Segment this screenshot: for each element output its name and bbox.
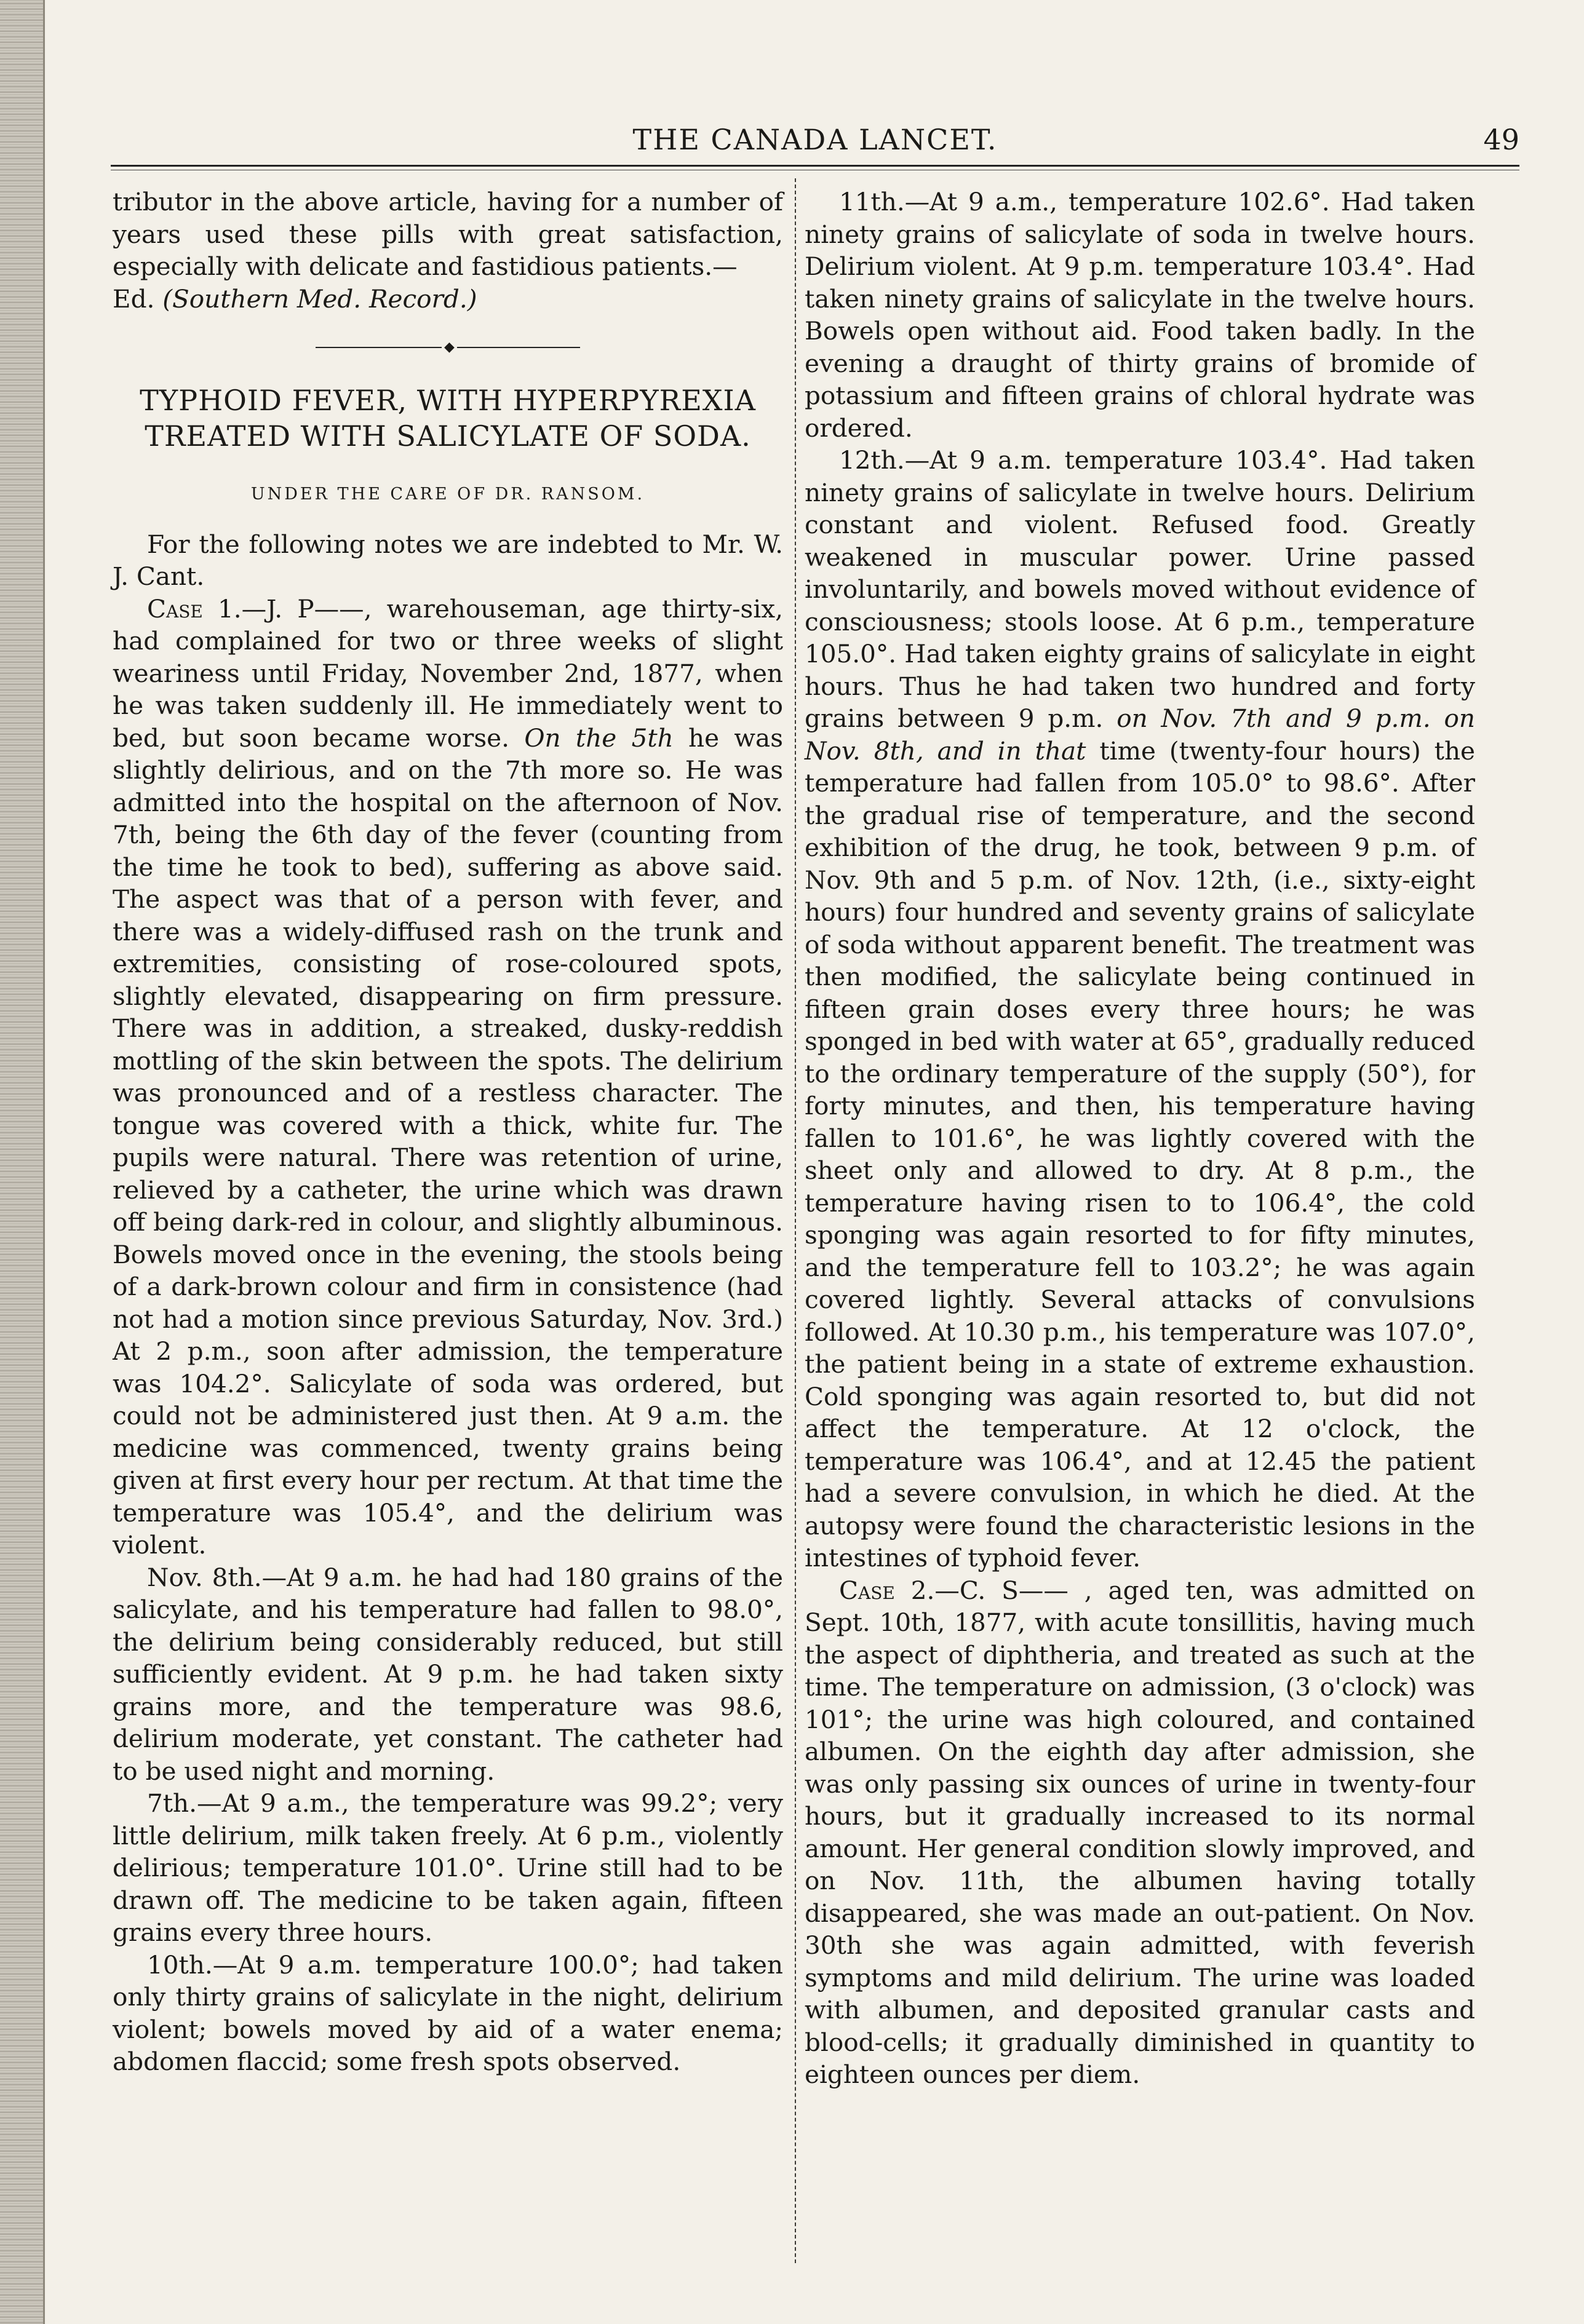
prev-article-ending: tributor in the above article, having for a number of years used these pills with great satisfaction, especially with delicate and fastidious patients.— [113, 187, 783, 281]
article-byline: UNDER THE CARE OF DR. RANSOM. [250, 485, 645, 504]
page-number: 49 [1483, 123, 1519, 156]
nov-7-paragraph: 7th.—At 9 a.m., the temperature was 99.2°; very little delirium, milk taken freely. At 6 p.m., violently delirious; temperature 101.0°. Urine still had to be drawn off. The medicine to be taken again, fifteen grains every three hours. [113, 1788, 783, 1947]
section-separator [113, 315, 783, 376]
nov-12-italic: on Nov. 7th and 9 p.m. on Nov. 8th, and in that [805, 704, 1475, 766]
prev-article-source: Ed. (Southern Med. Record.) [113, 284, 477, 314]
case-1-italic: On the 5th [524, 723, 674, 753]
case-1-paragraph: Case 1.—J. P——, warehouseman, age thirty-six, had complained for two or three weeks of slight weariness until Friday, November 2nd, 1877, when he was taken suddenly ill. He immediately went to bed, but soon became worse. On the 5th he was slightly delirious, and on the 7th more so. He was admitted into the hospital on the afternoon of Nov. 7th, being the 6th day of the fever (counting from the time he took to bed), suffering as above said. The aspect was that of a person with fever, and there was a widely-diffused rash on the trunk and extremities, consisting of rose-coloured spots, slightly elevated, disappearing on firm pressure. There was in addition, a streaked, dusky-reddish mottling of the skin between the spots. The delirium was pronounced and of a restless character. The tongue was covered with a thick, white fur. The pupils were natural. There was retention of urine, relieved by a catheter, the urine which was drawn off being dark-red in colour, and slightly albuminous. Bowels moved once in the evening, the stools being of a dark-brown colour and firm in consistence (had not had a motion since previous Saturday, Nov. 3rd.) At 2 p.m., soon after admission, the temperature was 104.2°. Salicylate of soda was ordered, but could not be administered just then. At 9 a.m. the medicine was commenced, twenty grains being given at first every hour per rectum. At that time the temperature was 105.4°, and the delirium was violent. [113, 593, 783, 1560]
right-column [805, 186, 1475, 2091]
article-title-line-2: TREATED WITH SALICYLATE OF SODA. [145, 419, 751, 453]
nov-11-paragraph: 11th.—At 9 a.m., temperature 102.6°. Had taken ninety grains of salicylate of soda in twelve hours. Delirium violent. At 9 p.m. temperature 103.4°. Had taken ninety grains of salicylate in the twelve hours. Bowels open without aid. Food taken badly. In the evening a draught of thirty grains of bromide of potassium and fifteen grains of chloral hydrate was ordered. [805, 187, 1475, 443]
nov-12-paragraph: 12th.—At 9 a.m. temperature 103.4°. Had taken ninety grains of salicylate in twelve hours. Delirium constant and violent. Refused food. Greatly weakened in muscular power. Urine passed involuntarily, and bowels moved without evidence of consciousness; stools loose. At 6 p.m., temperature 105.0°. Had taken eighty grains of salicylate in eight hours. Thus he had taken two hundred and forty grains between 9 p.m. on Nov. 7th and 9 p.m. on Nov. 8th, and in that time (twenty-four hours) the temperature had fallen from 105.0° to 98.6°. After the gradual rise of temperature, and the second exhibition of the drug, he took, between 9 p.m. of Nov. 9th and 5 p.m. of Nov. 12th, (i.e., sixty-eight hours) four hundred and seventy grains of salicylate of soda without apparent benefit. The treatment was then modified, the salicylate being continued in fifteen grain doses every three hours; he was sponged in bed with water at 65°, gradually reduced to the ordinary temperature of the supply (50°), for forty minutes, and then, his temperature having fallen to 101.6°, he was lightly covered with the sheet only and allowed to dry. At 8 p.m., the temperature having risen to to 106.4°, the cold sponging was again resorted to for fifty minutes, and the temperature fell to 103.2°; he was again covered lightly. Several attacks of convulsions followed. At 10.30 p.m., his temperature was 107.0°, the patient being in a state of extreme exhaustion. Cold sponging was again resorted to, but did not affect the temperature. At 12 o'clock, the temperature was 106.4°, and at 12.45 the patient had a severe convulsion, in which he died. At the autopsy were found the characteristic lesions in the intestines of typhoid fever. [805, 445, 1475, 1572]
page-header [111, 123, 1519, 166]
nov-8-paragraph: Nov. 8th.—At 9 a.m. he had had 180 grains of the salicylate, and his temperature had fallen to 98.0°, the delirium being considerably reduced, but still sufficiently evident. At 9 p.m. he had taken sixty grains more, and the temperature was 98.6, delirium moderate, yet constant. The catheter had to be used night and morning. [113, 1562, 783, 1786]
separator-ornament: ◆ [442, 341, 457, 354]
left-column [113, 186, 783, 2078]
binding-edge [0, 0, 45, 2324]
nov-10-paragraph: 10th.—At 9 a.m. temperature 100.0°; had taken only thirty grains of salicylate in the night, delirium violent; bowels moved by aid of a water enema; abdomen flaccid; some fresh spots observed. [113, 1949, 783, 2076]
case-2-paragraph: Case 2.—C. S—— , aged ten, was admitted on Sept. 10th, 1877, with acute tonsillitis, having much the aspect of diphtheria, and treated as such at the time. The temperature on admission, (3 o'clock) was 101°; the urine was high coloured, and contained albumen. On the eighth day after admission, she was only passing six ounces of urine in twenty-four hours, but it gradually increased to its normal amount. Her general condition slowly improved, and on Nov. 11th, the albumen having totally disappeared, she was made an out-patient. On Nov. 30th she was again admitted, with feverish symptoms and mild delirium. The urine was loaded with albumen, and deposited granular casts and blood-cells; it gradually diminished in quantity to eighteen ounces per diem. [805, 1575, 1475, 2089]
running-title: THE CANADA LANCET. [632, 123, 998, 156]
intro-paragraph: For the following notes we are indebted to Mr. W. J. Cant. [113, 529, 783, 591]
case-1-label: Case 1. [147, 593, 242, 624]
header-rule [111, 165, 1519, 167]
case-2-label: Case 2. [839, 1575, 935, 1605]
column-divider [795, 178, 796, 2263]
article-title-line-1: TYPHOID FEVER, WITH HYPERPYREXIA [140, 384, 756, 417]
source-citation: (Southern Med. Record.) [162, 284, 477, 314]
